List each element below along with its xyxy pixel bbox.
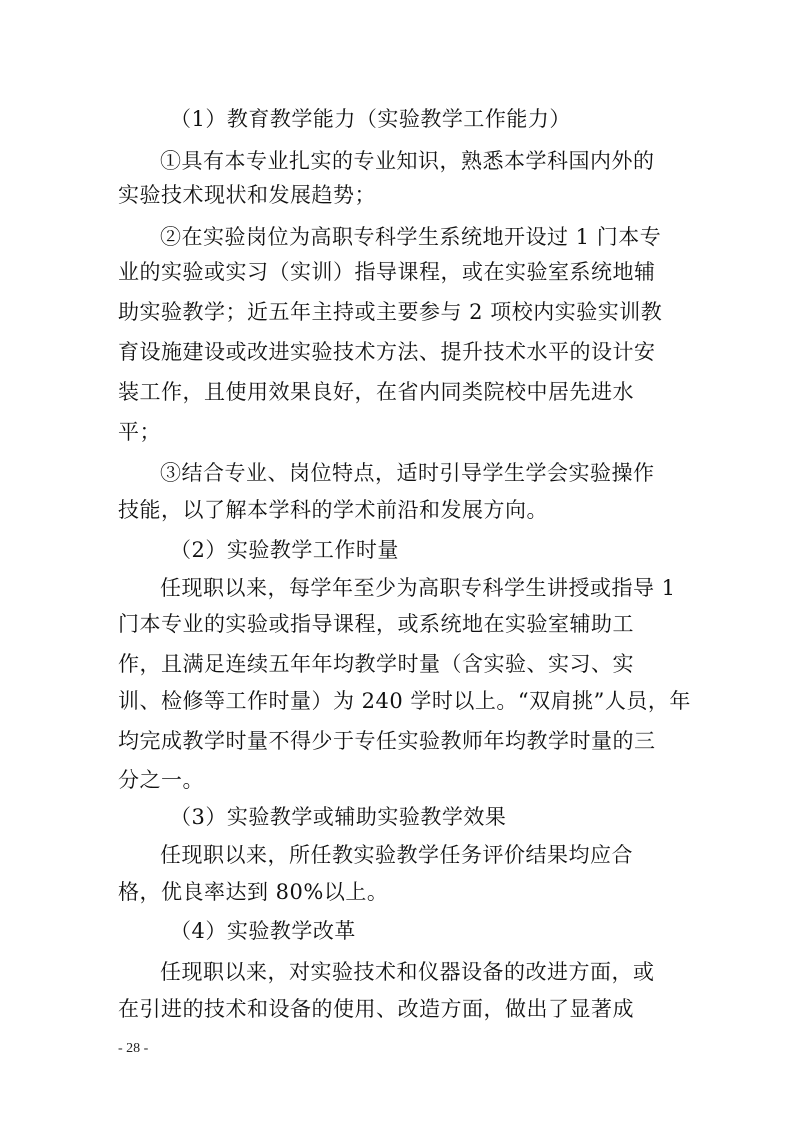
section-heading-3: （3）实验教学或辅助实验教学效果	[170, 805, 507, 829]
paragraph-line: 格，优良率达到 80%以上。	[118, 880, 389, 904]
section-heading-2: （2）实验教学工作时量	[170, 538, 399, 562]
paragraph-line: 均完成教学时量不得少于专任实验教师年均教学时量的三	[118, 729, 656, 753]
paragraph-line: 任现职以来，所任教实验教学任务评价结果均应合	[160, 843, 633, 867]
section-heading-4: （4）实验教学改革	[170, 919, 356, 943]
paragraph-line: ①具有本专业扎实的专业知识，熟悉本学科国内外的	[160, 149, 655, 173]
paragraph-line: 分之一。	[118, 768, 204, 792]
paragraph-line: 实验技术现状和发展趋势；	[118, 183, 376, 207]
paragraph-line: 任现职以来，对实验技术和仪器设备的改进方面，或	[160, 960, 655, 984]
paragraph-line: 任现职以来，每学年至少为高职专科学生讲授或指导 1	[160, 576, 676, 600]
paragraph-line: ②在实验岗位为高职专科学生系统地开设过 1 门本专	[160, 225, 662, 249]
paragraph-line: 在引进的技术和设备的使用、改造方面，做出了显著成	[118, 997, 634, 1021]
paragraph-line: 门本专业的实验或指导课程，或系统地在实验室辅助工	[118, 612, 634, 636]
paragraph-line: 作，且满足连续五年年均教学时量（含实验、实习、实	[118, 652, 634, 676]
paragraph-line: 技能，以了解本学科的学术前沿和发展方向。	[118, 498, 548, 522]
paragraph-line: 平；	[118, 420, 161, 444]
paragraph-line: 训、检修等工作时量）为 240 学时以上。“双肩挑”人员，年	[118, 689, 691, 713]
page-number: - 28 -	[118, 1041, 149, 1056]
section-heading-1: （1）教育教学能力（实验教学工作能力）	[170, 107, 571, 131]
paragraph-line: 装工作，且使用效果良好，在省内同类院校中居先进水	[118, 380, 634, 404]
paragraph-line: 助实验教学；近五年主持或主要参与 2 项校内实验实训教	[118, 300, 663, 324]
paragraph-line: 业的实验或实习（实训）指导课程，或在实验室系统地辅	[118, 260, 656, 284]
paragraph-line: 育设施建设或改进实验技术方法、提升技术水平的设计安	[118, 340, 656, 364]
paragraph-line: ③结合专业、岗位特点，适时引导学生学会实验操作	[160, 461, 655, 485]
